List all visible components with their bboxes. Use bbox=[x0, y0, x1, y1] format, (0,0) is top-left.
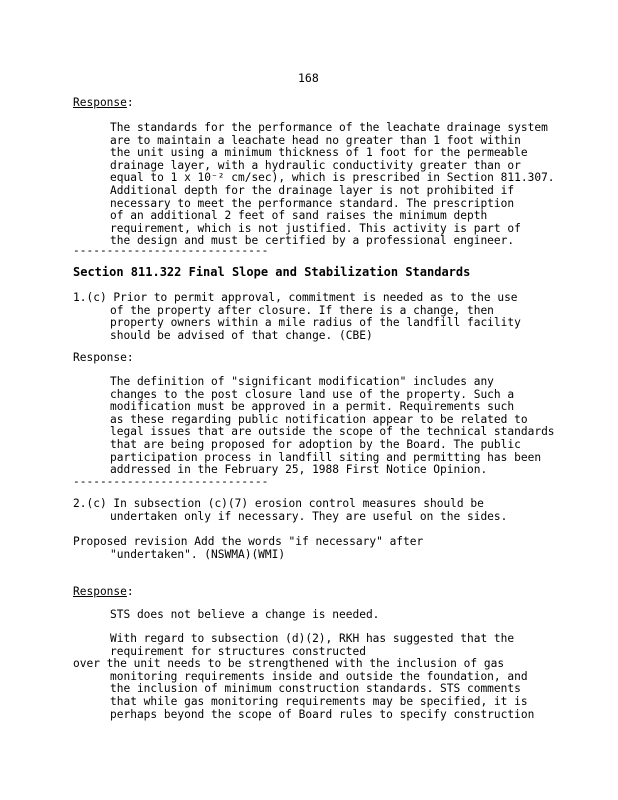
text-line: 1.(c) Prior to permit approval, commitment is needed as to the use bbox=[73, 291, 518, 304]
text-line: requirement for structures constructed bbox=[110, 644, 366, 658]
response-2-body bbox=[110, 376, 555, 477]
separator-rule: ----------------------------- bbox=[73, 244, 269, 257]
text-line: addressed in the February 25, 1988 First Notice Opinion. bbox=[110, 463, 488, 477]
text-line: necessary to meet the performance standard. The prescription bbox=[110, 196, 515, 210]
response-colon: : bbox=[126, 585, 134, 598]
separator-rule: ----------------------------- bbox=[73, 475, 269, 488]
text-line: as these regarding public notification appear to be related to bbox=[110, 412, 528, 426]
text-line: With regard to subsection (d)(2), RKH has suggested that the bbox=[110, 632, 515, 645]
text-line: "undertaken". (NSWMA)(WMI) bbox=[110, 547, 286, 561]
text-line: that while gas monitoring requirements may be specified, it is bbox=[110, 694, 528, 708]
text-line: are to maintain a leachate head no greater than 1 foot within bbox=[110, 133, 521, 147]
text-line: Additional depth for the drainage layer is not prohibited if bbox=[110, 183, 515, 197]
proposed-revision bbox=[73, 536, 423, 561]
text-line: that are being proposed for adoption by the Board. The public bbox=[110, 437, 521, 451]
comment-1 bbox=[73, 292, 521, 342]
response-3-heading bbox=[73, 586, 134, 599]
response-colon: : bbox=[126, 96, 134, 109]
text-line: The standards for the performance of the leachate drainage system bbox=[110, 121, 548, 134]
text-line: The definition of "significant modification" includes any bbox=[110, 375, 494, 388]
text-line: the design and must be certified by a professional engineer. bbox=[110, 234, 515, 248]
text-line: undertaken only if necessary. They are useful on the sides. bbox=[110, 509, 508, 523]
text-line: over the unit needs to be strengthened with the inclusion of gas bbox=[73, 657, 505, 671]
text-line: drainage layer, with a hydraulic conductivity greater than or bbox=[110, 158, 521, 172]
text-line: modification must be approved in a permit. Requirements such bbox=[110, 400, 515, 414]
text-line: 2.(c) In subsection (c)(7) erosion control measures should be bbox=[73, 497, 484, 510]
text-line: changes to the post closure land use of the property. Such a bbox=[110, 387, 515, 401]
response-3-body bbox=[73, 633, 534, 721]
response-label: Response bbox=[73, 585, 127, 598]
text-line: the unit using a minimum thickness of 1 foot for the permeable bbox=[110, 146, 528, 160]
text-line: equal to 1 x 10⁻² cm/sec), which is prescribed in Section 811.307. bbox=[110, 171, 555, 185]
text-line: of an additional 2 feet of sand raises the minimum depth bbox=[110, 209, 488, 223]
text-line: requirement, which is not justified. This activity is part of bbox=[110, 221, 521, 235]
text-line: perhaps beyond the scope of Board rules to specify construction bbox=[110, 707, 535, 721]
text-line: the inclusion of minimum construction standards. STS comments bbox=[110, 682, 521, 696]
response-3-first-line: STS does not believe a change is needed. bbox=[110, 608, 380, 621]
section-heading: Section 811.322 Final Slope and Stabilization Standards bbox=[73, 265, 471, 279]
page-number: 168 bbox=[298, 71, 319, 85]
comment-2 bbox=[73, 498, 507, 523]
response-heading bbox=[73, 97, 134, 110]
response-label: Response bbox=[73, 96, 127, 109]
text-line: participation process in landfill siting and permitting has been bbox=[110, 450, 542, 464]
text-line: monitoring requirements inside and outside the foundation, and bbox=[110, 669, 528, 683]
text-line: legal issues that are outside the scope of the technical standards bbox=[110, 425, 555, 439]
text-line: property owners within a mile radius of the landfill facility bbox=[110, 316, 521, 330]
text-line: Proposed revision Add the words "if necessary" after bbox=[73, 535, 424, 548]
text-line: should be advised of that change. (CBE) bbox=[110, 328, 373, 342]
response-2-heading: Response: bbox=[73, 351, 134, 364]
text-line: of the property after closure. If there is a change, then bbox=[110, 303, 494, 317]
response-1-body bbox=[110, 122, 555, 248]
